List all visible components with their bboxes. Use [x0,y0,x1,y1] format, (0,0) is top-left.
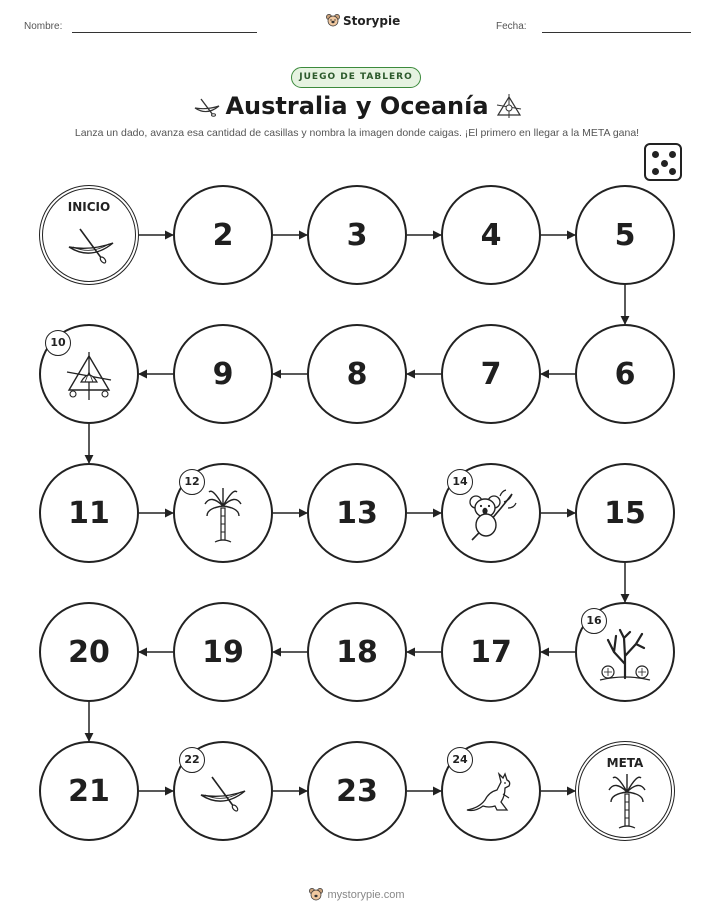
board-space-13 [307,463,407,563]
space-number: 23 [336,773,378,809]
board-space-6 [575,324,675,424]
game-type-badge: JUEGO DE TABLERO [291,67,421,88]
space-number: 11 [68,495,110,531]
aboriginal-tool-icon [63,350,115,406]
page-title: Australia y Oceanía [225,92,489,120]
canoe-icon [198,773,248,817]
canoe-icon [66,225,116,269]
start-space [39,185,139,285]
space-number: 15 [604,495,646,531]
board-space-20 [39,602,139,702]
board-space-17 [441,602,541,702]
space-number-badge: 24 [447,747,473,773]
space-number: 4 [480,217,502,253]
coral-icon [596,626,654,686]
footer-site[interactable]: mystorypie.com [327,888,405,901]
koala-mascot-footer-icon [309,887,323,902]
space-number: 5 [614,217,636,253]
start-label: INICIO [67,200,111,214]
board-space-19 [173,602,273,702]
kangaroo-icon [465,770,517,820]
space-number: 6 [614,356,636,392]
space-number-badge: 12 [179,469,205,495]
space-number: 7 [480,356,502,392]
brand-name: Storypie [343,13,401,28]
space-number: 21 [68,773,110,809]
finish-space [575,741,675,841]
board-space-15 [575,463,675,563]
board-space-11 [39,463,139,563]
board-space-2 [173,185,273,285]
board-space-18 [307,602,407,702]
name-label: Nombre: [24,21,63,32]
koala-icon [464,488,518,546]
board-space-5 [575,185,675,285]
finish-label: META [606,756,644,770]
space-number: 19 [202,634,244,670]
space-number-badge: 14 [447,469,473,495]
footer [0,887,714,902]
date-label: Fecha: [496,21,527,32]
board-space-23 [307,741,407,841]
space-number: 13 [336,495,378,531]
space-number: 3 [346,217,368,253]
board-space-7 [441,324,541,424]
space-number-badge: 16 [581,608,607,634]
space-number: 17 [470,634,512,670]
palm-tree-icon [203,486,243,548]
board-space-9 [173,324,273,424]
space-number: 20 [68,634,110,670]
space-number-badge: 22 [179,747,205,773]
board-space-4 [441,185,541,285]
board-space-8 [307,324,407,424]
instructions-text: Lanza un dado, avanza esa cantidad de casillas y nombra la imagen donde caigas. ¡El primero en llegar a la META gana! [74,127,640,139]
space-number: 9 [212,356,234,392]
palm-tree-icon [607,772,647,834]
board-space-21 [39,741,139,841]
board-space-3 [307,185,407,285]
space-number: 18 [336,634,378,670]
space-number: 2 [212,217,234,253]
space-number-badge: 10 [45,330,71,356]
space-number: 8 [346,356,368,392]
